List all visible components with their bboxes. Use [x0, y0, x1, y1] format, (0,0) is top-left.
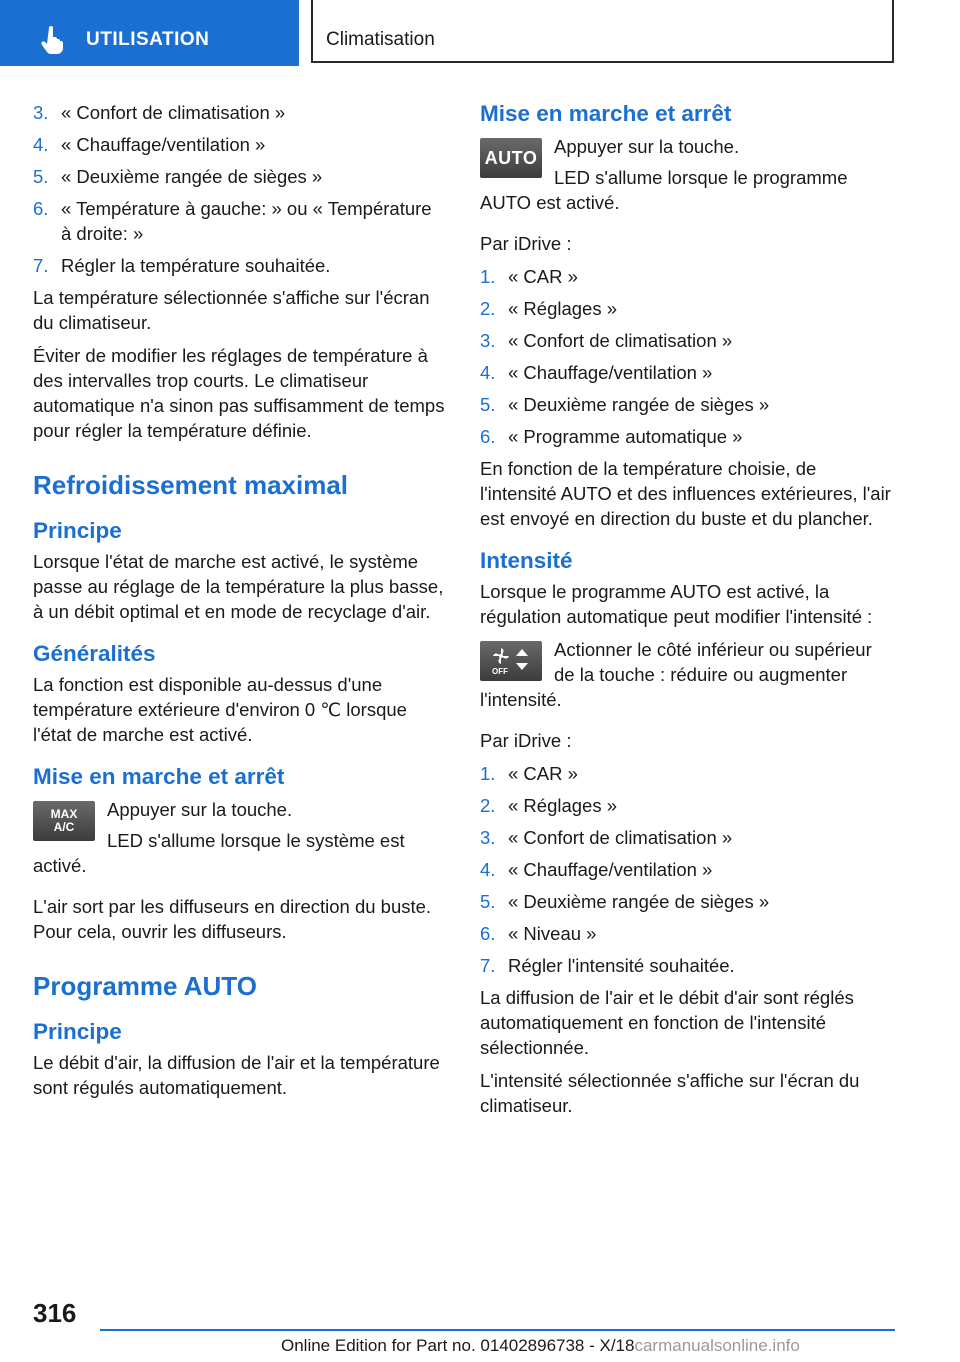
list-item: 5. « Deuxième rangée de sièges » [480, 891, 770, 912]
list-item: 4. « Chauffage/ventilation » [480, 362, 713, 383]
fan-intensity-button-icon [480, 641, 542, 681]
subheading: Principe [33, 1019, 122, 1044]
list-item: 3. « Confort de climatisation » [480, 827, 733, 848]
list-item: 7. Régler l'intensité souhaitée. [480, 955, 735, 976]
watermark: carmanualsonline.info [634, 1336, 800, 1355]
subheading: Mise en marche et arrêt [33, 764, 285, 789]
steps-list-2 [480, 761, 892, 978]
paragraph: La température sélectionnée s'affiche sur l'écran du climatiseur. [33, 287, 430, 333]
right-column [480, 100, 892, 1126]
paragraph: Appuyer sur la touche. [554, 136, 740, 157]
list-item: 2. « Réglages » [480, 795, 618, 816]
list-item: 7. Régler la température souhaitée. [33, 255, 331, 276]
topic-tab [311, 0, 894, 63]
paragraph: La fonction est disponible au-dessus d'une température extérieure d'environ 0 ℃ lorsque l'état de marche est activé. [33, 674, 407, 745]
paragraph: Lorsque le programme AUTO est activé, la régulation automatique peut modifier l'intensité : [480, 581, 873, 627]
hand-pointer-icon [40, 26, 66, 59]
paragraph: Lorsque l'état de marche est activé, le système passe au réglage de la température la plus basse, à un débit optimal et en mode de recyclage d'air. [33, 551, 444, 622]
auto-button-icon: AUTO [480, 138, 542, 178]
subheading: Intensité [480, 548, 573, 573]
paragraph: Par iDrive : [480, 730, 572, 751]
paragraph: L'air sort par les diffuseurs en direction du buste. Pour cela, ouvrir les diffuseurs. [33, 896, 432, 942]
key-instruction [480, 134, 892, 221]
list-item: 2. « Réglages » [480, 298, 618, 319]
list-item: 5. « Deuxième rangée de sièges » [33, 166, 323, 187]
key-instruction [33, 797, 445, 884]
paragraph: Actionner le côté inférieur ou supérieur de la touche : réduire ou augmenter l'intensité. [480, 639, 872, 710]
list-item: 6. « Programme automatique » [480, 426, 743, 447]
paragraph: En fonction de la température choisie, de l'intensité AUTO et des influences extérieures, l'air est envoyé en direction du buste et du plancher. [480, 458, 891, 529]
list-item: 5. « Deuxième rangée de sièges » [480, 394, 770, 415]
paragraph: La diffusion de l'air et le débit d'air sont réglés automatiquement en fonction de l'intensité sélectionnée. [480, 987, 854, 1058]
list-item: 4. « Chauffage/ventilation » [480, 859, 713, 880]
section-label: UTILISATION [86, 29, 210, 50]
list-item: 1. « CAR » [480, 266, 578, 287]
topic-label: Climatisation [326, 29, 435, 50]
key-instruction [480, 637, 892, 718]
subheading: Principe [33, 518, 122, 543]
list-item: 4. « Chauffage/ventilation » [33, 134, 266, 155]
paragraph: LED s'allume lorsque le système est activé. [33, 830, 405, 876]
list-item: 3. « Confort de climatisation » [480, 330, 733, 351]
svg-text:OFF: OFF [492, 667, 508, 676]
steps-list-1 [480, 264, 892, 449]
list-item: 6. « Température à gauche: » ou « Température à droite: » [33, 198, 432, 244]
subheading: Généralités [33, 641, 156, 666]
max-ac-button-icon: MAX A/C [33, 801, 95, 841]
footer-divider [100, 1329, 895, 1331]
paragraph: Le débit d'air, la diffusion de l'air et la température sont régulés automatiquement. [33, 1052, 440, 1098]
steps-list-top [33, 100, 445, 278]
footer-edition: Online Edition for Part no. 01402896738 - X/18carmanualsonline.info [281, 1336, 800, 1355]
page-header [0, 0, 960, 66]
paragraph: L'intensité sélectionnée s'affiche sur l'écran du climatiseur. [480, 1070, 860, 1116]
subheading: Mise en marche et arrêt [480, 101, 732, 126]
left-column [33, 100, 445, 1108]
paragraph: Appuyer sur la touche. [107, 799, 293, 820]
section-tab [0, 0, 299, 66]
section-heading: Programme AUTO [33, 971, 257, 1001]
list-item: 3. « Confort de climatisation » [33, 102, 286, 123]
section-heading: Refroidissement maximal [33, 470, 349, 500]
paragraph: LED s'allume lorsque le programme AUTO est activé. [480, 167, 848, 213]
list-item: 1. « CAR » [480, 763, 578, 784]
page-number: 316 [33, 1298, 77, 1328]
paragraph: Par iDrive : [480, 233, 572, 254]
paragraph: Éviter de modifier les réglages de température à des intervalles trop courts. Le climatiseur automatique n'a sinon pas suffisamment de temps pour régler la température définie. [33, 345, 445, 441]
list-item: 6. « Niveau » [480, 923, 597, 944]
